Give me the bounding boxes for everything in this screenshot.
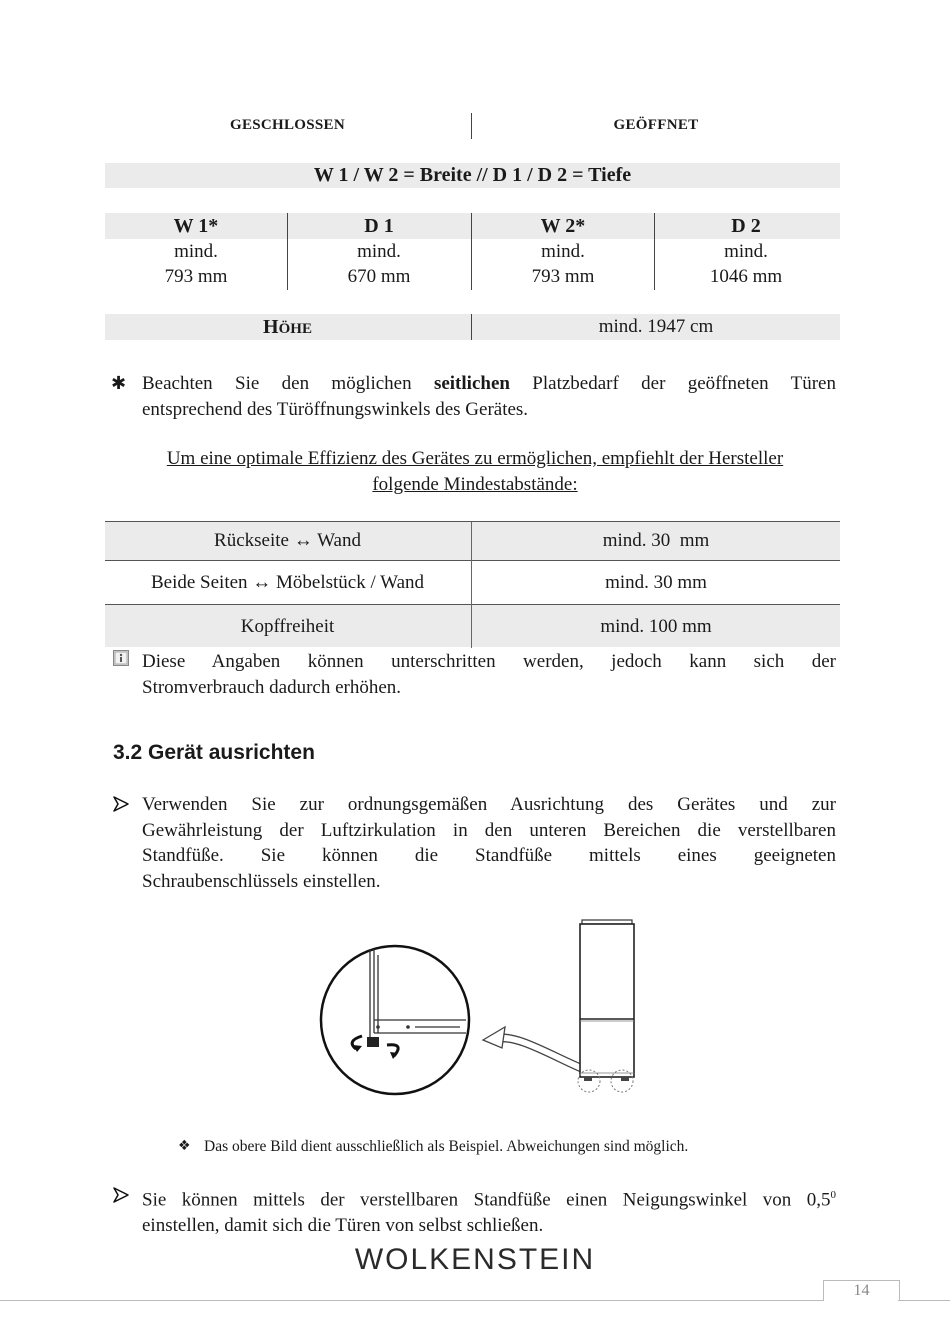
bullet-2-line1-text: Sie können mittels der verstellbaren Standfüße einen Neigungswinkel von 0,5 (142, 1189, 831, 1211)
dimension-w2 (472, 213, 654, 289)
formula-text: W 1 / W 2 = Breite // D 1 / D 2 = Tiefe (313, 164, 632, 186)
dimension-w1-line1: mind. (174, 241, 218, 262)
info-note-line2: Stromverbrauch dadurch erhöhen. (142, 676, 402, 698)
bullet-2-line1 (142, 1183, 836, 1213)
bullet-1-line4: Schraubenschlüssels einstellen. (142, 870, 381, 892)
bullet-2-line2: einstellen, damit sich die Türen von selbst schließen. (142, 1214, 544, 1236)
bullet-1-text (142, 792, 836, 894)
dimension-w2-line1: mind. (541, 241, 585, 262)
dimension-d2-head: D 2 (731, 215, 761, 237)
info-note-line1: Diese Angaben können unterschritten werden, jedoch kann sich der (142, 651, 836, 672)
dimension-w2-line2: 793 mm (531, 266, 595, 287)
page-number-box (823, 1280, 900, 1301)
dimension-d2-line2: 1046 mm (709, 266, 783, 287)
height-label-rest: ÖHE (278, 321, 312, 337)
arrow-bullet-2-icon (113, 1187, 129, 1208)
dimension-d1-line2: 670 mm (347, 266, 411, 287)
formula-band (105, 163, 840, 188)
info-icon (113, 650, 129, 666)
dimension-w1-head: W 1* (173, 215, 219, 237)
header-open: GEÖFFNET (613, 117, 699, 133)
dist-value-2: mind. 30 mm (605, 572, 707, 593)
star-bullet-icon: ✱ (111, 373, 127, 394)
caption-bullet-icon: ❖ (178, 1138, 191, 1154)
dist-value-3: mind. 100 mm (600, 616, 712, 637)
dist-label-3: Kopffreiheit (240, 616, 335, 637)
efficiency-line1: Um eine optimale Effizienz des Gerätes zu ermöglichen, empfiehlt der Hersteller (166, 448, 784, 469)
star-note (142, 371, 836, 422)
dimension-w1 (105, 213, 287, 289)
star-note-pre: Beachten Sie den möglichen (142, 373, 434, 394)
bullet-1-line1: Verwenden Sie zur ordnungsgemäßen Ausrichtung des Gerätes und zur (142, 794, 836, 815)
dist-rule-1 (105, 560, 840, 561)
arrow-bullet-1-icon (113, 796, 129, 817)
efficiency-line2: folgende Mindestabstände: (372, 473, 578, 495)
dist-value-1: mind. 30 mm (602, 530, 710, 551)
height-value: mind. 1947 cm (598, 316, 714, 337)
dist-label-1: Rückseite ↔ Wand (214, 530, 361, 551)
star-note-post: Platzbedarf der geöffneten Türen (509, 373, 836, 394)
header-closed: GESCHLOSSEN (229, 117, 345, 133)
bullet-1-line3: Standfüße. Sie können die Standfüße mittels eines geeigneten (142, 845, 836, 866)
efficiency-note (105, 446, 845, 497)
bullet-1-line2: Gewährleistung der Luftzirkulation in den unteren Bereichen die verstellbaren (142, 819, 836, 841)
dist-label-2: Beide Seiten ↔ Möbelstück / Wand (150, 572, 425, 593)
dimension-d2 (655, 213, 837, 289)
height-label (105, 314, 470, 342)
section-title: 3.2 Gerät ausrichten (113, 741, 315, 764)
page-number: 14 (853, 1282, 870, 1299)
star-note-line1 (142, 371, 836, 397)
dimension-d1 (288, 213, 470, 289)
leveling-illustration (310, 915, 650, 1100)
star-note-bold: seitlichen (433, 373, 510, 394)
dimension-w2-head: W 2* (540, 215, 586, 237)
brand-logo: WOLKENSTEIN (354, 1243, 596, 1276)
dimension-d2-line1: mind. (724, 241, 768, 262)
dimension-w1-line2: 793 mm (164, 266, 228, 287)
dimension-d1-head: D 1 (364, 215, 394, 237)
caption-text: Das obere Bild dient ausschließlich als Beispiel. Abweichungen sind möglich. (204, 1138, 689, 1155)
footer-rule-right (898, 1300, 950, 1301)
star-note-line2: entsprechend des Türöffnungswinkels des Gerätes. (142, 398, 529, 420)
footer-rule-left (0, 1300, 823, 1301)
height-label-first: H (263, 316, 279, 338)
info-note (142, 649, 836, 700)
bullet-2-degree: 0 (830, 1189, 836, 1201)
dimension-d1-line1: mind. (357, 241, 401, 262)
bullet-2-text (142, 1183, 836, 1238)
